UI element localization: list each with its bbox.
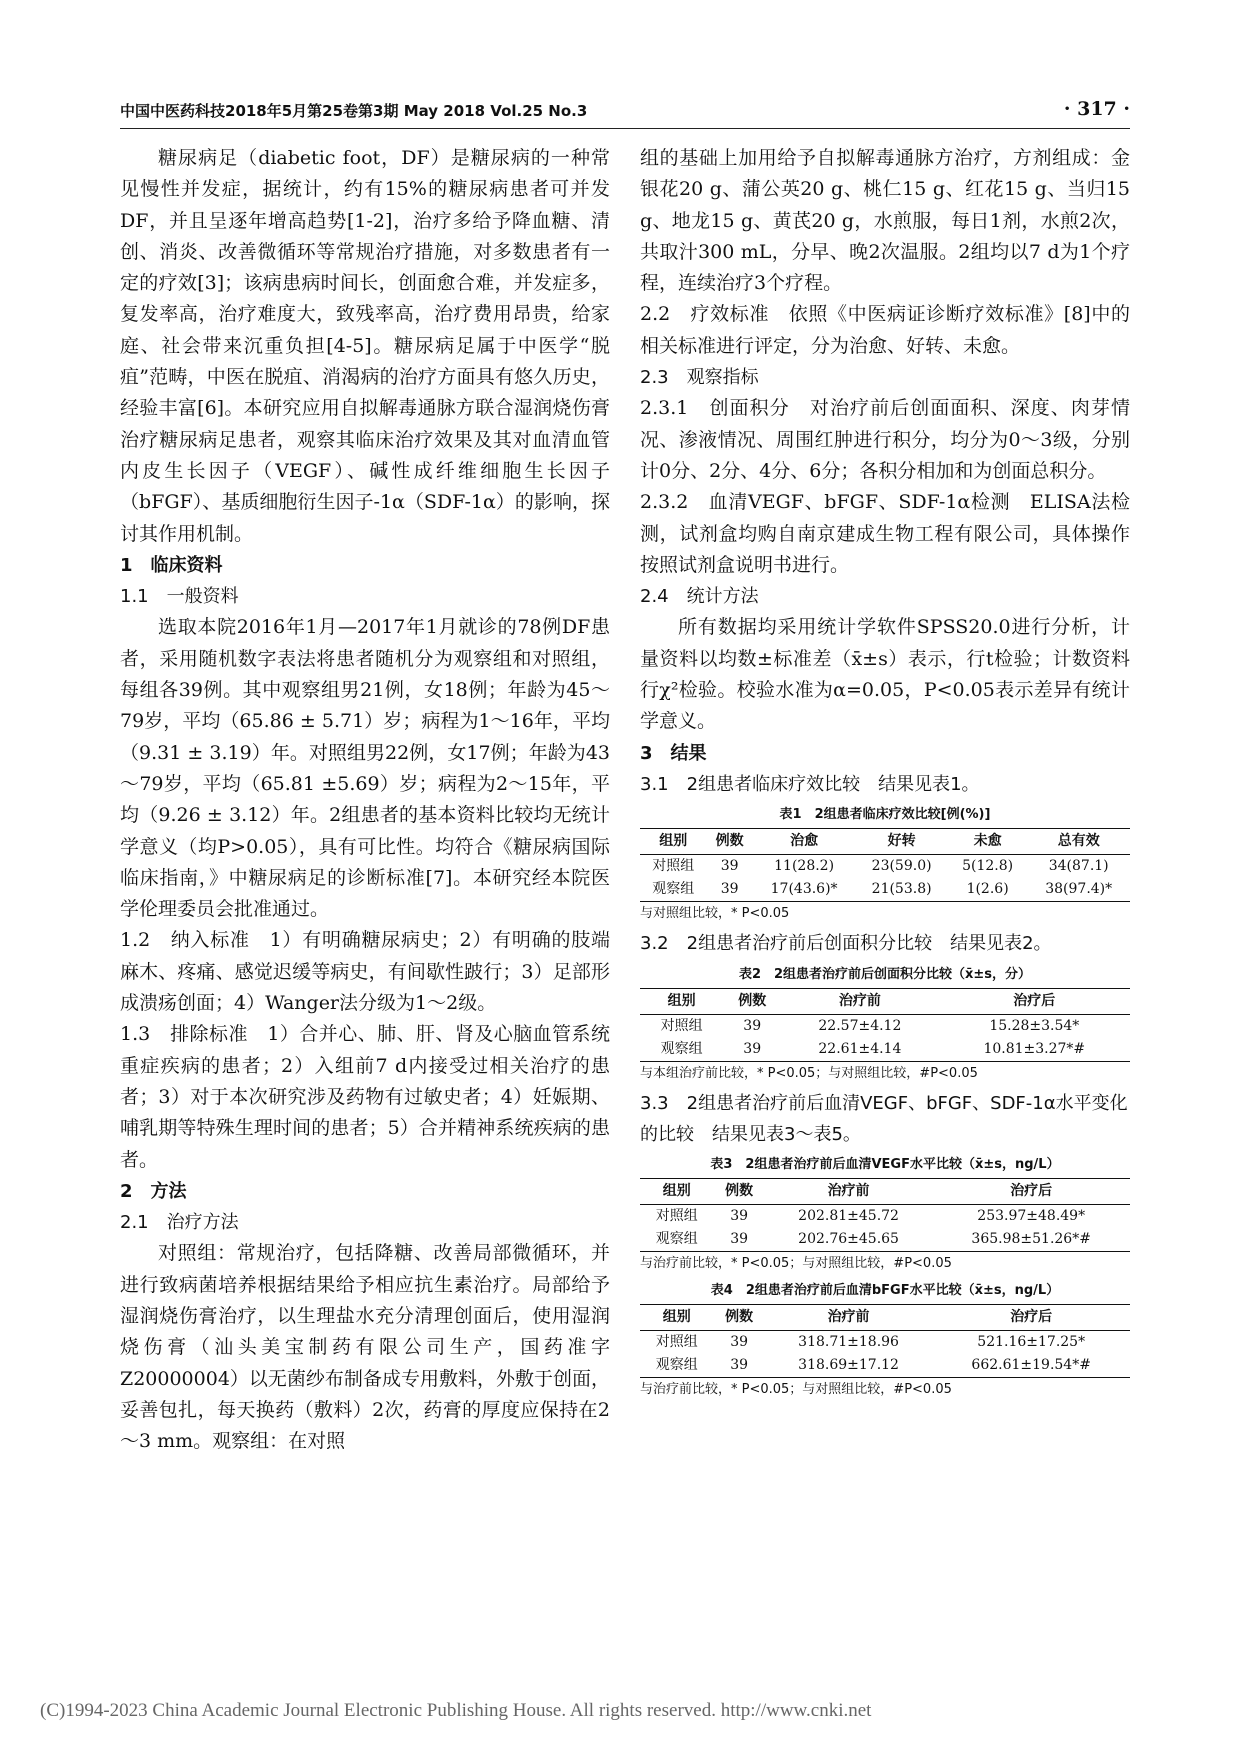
table-header-row <box>640 1305 1130 1331</box>
table-row <box>640 855 1130 879</box>
table-cell: 365.98±51.26*# <box>932 1228 1130 1252</box>
column-header: 治疗前 <box>765 1305 933 1331</box>
table-row <box>640 878 1130 902</box>
table-cell: 23(59.0) <box>871 858 932 875</box>
table-cell: 对照组 <box>660 1017 703 1034</box>
paragraph: 2.3.1 创面积分 对治疗前后创面面积、深度、肉芽情况、渗液情况、周围红肿进行积分，均分为0～3级，分别计0分、2分、4分、6分；各积分相加和为创面总积分。 <box>640 397 1130 482</box>
table-note: 与本组治疗前比较，* P<0.05；与对照组比较，#P<0.05 <box>640 1065 978 1081</box>
table-cell: 观察组 <box>640 1228 714 1252</box>
table-note: 与治疗前比较，* P<0.05；与对照组比较，#P<0.05 <box>640 1382 952 1398</box>
running-header <box>120 94 1130 129</box>
column-header: 好转 <box>855 829 947 855</box>
subsection-heading: 3.1 2组患者临床疗效比较 结果见表1。 <box>640 773 980 795</box>
table-caption: 表1 2组患者临床疗效比较[例(%)] <box>779 807 991 823</box>
table-cell: 对照组 <box>655 1334 698 1351</box>
copyright-footer: (C)1994-2023 China Academic Journal Electronic Publishing House. All rights reserved. http://www.cnki.net <box>40 1700 872 1721</box>
table-cell: 39 <box>730 1208 749 1225</box>
table-header-row <box>640 1179 1130 1205</box>
column-header: 例数 <box>714 1305 765 1331</box>
table-cell: 39 <box>730 1334 749 1351</box>
column-header: 组别 <box>640 1179 714 1205</box>
column-header: 治愈 <box>753 829 856 855</box>
section-heading: 1 临床资料 <box>120 554 223 576</box>
paragraph: 糖尿病足（diabetic foot，DF）是糖尿病的一种常见慢性并发症，据统计，约有15%的糖尿病患者可并发DF，并且呈逐年增高趋势[1-2]，治疗多给予降血糖、清创、消炎、改善微循环等常规治疗措施，对多数患者有一定的疗效[3]；该病患病时间长，创面愈合难，并发症多，复发率高，治疗难度大，致残率高，治疗费用昂贵，给家庭、社会带来沉重负担[4-5]。糖尿病足属于中医学“脱疽”范畴，中医在脱疽、消渴病的治疗方面具有悠久历史，经验丰富[6]。本研究应用自拟解毒通脉方联合湿润烧伤膏治疗糖尿病足患者，观察其临床治疗效果及其对血清血管内皮生长因子（VEGF）、碱性成纤维细胞生长因子（bFGF）、基质细胞衍生因子-1α（SDF-1α）的影响，探讨其作用机制。 <box>120 147 610 545</box>
table-cell: 观察组 <box>640 1038 723 1062</box>
table-cell: 11(28.2) <box>774 858 835 875</box>
data-table <box>640 1304 1130 1378</box>
subsection-heading: 2.1 治疗方法 <box>120 1212 239 1234</box>
table-cell: 对照组 <box>652 858 695 875</box>
column-header: 治疗后 <box>932 1179 1130 1205</box>
right-column <box>640 143 1130 1404</box>
table-cell: 22.57±4.12 <box>818 1017 902 1034</box>
column-header: 组别 <box>640 829 707 855</box>
paragraph: 2.3.2 血清VEGF、bFGF、SDF-1α检测 ELISA法检测，试剂盒均购自南京建成生物工程有限公司，具体操作按照试剂盒说明书进行。 <box>640 491 1130 576</box>
table-cell: 10.81±3.27*# <box>939 1038 1130 1062</box>
column-header: 治疗后 <box>932 1305 1130 1331</box>
table-cell: 22.61±4.14 <box>781 1038 938 1062</box>
paragraph: 组的基础上加用给予自拟解毒通脉方治疗，方剂组成：金银花20 g、蒲公英20 g、桃仁15 g、红花15 g、当归15 g、地龙15 g、黄芪20 g，水煎服，每日1剂，水煎2次，共取汁300 mL，分早、晚2次温服。2组均以7 d为1个疗程，连续治疗3个疗程。 <box>640 147 1130 295</box>
paragraph: 选取本院2016年1月—2017年1月就诊的78例DF患者，采用随机数字表法将患者随机分为观察组和对照组，每组各39例。其中观察组男21例，女18例；年龄为45～79岁，平均（65.86 ± 5.71）岁；病程为1～16年，平均（9.31 ± 3.19）年。对照组男22例，女17例；年龄为43～79岁，平均（65.81 ±5.69）岁；病程为2～15年，平均（9.26 ± 3.12）年。2组患者的基本资料比较均无统计学意义（均P>0.05），具有可比性。均符合《糖尿病国际临床指南，》中糖尿病足的诊断标准[7]。本研究经本院医学伦理委员会批准通过。 <box>120 616 610 921</box>
table-row <box>640 1038 1130 1062</box>
column-header: 例数 <box>714 1179 765 1205</box>
table-cell: 39 <box>720 858 739 875</box>
table-row <box>640 1205 1130 1229</box>
table-cell: 39 <box>743 1017 762 1034</box>
column-header: 组别 <box>640 1305 714 1331</box>
table-cell: 观察组 <box>640 1354 714 1378</box>
table-header-row <box>640 988 1130 1014</box>
table-note: 与治疗前比较，* P<0.05；与对照组比较，#P<0.05 <box>640 1256 952 1272</box>
table-cell: 34(87.1) <box>1048 858 1109 875</box>
subsection-heading: 1.1 一般资料 <box>120 586 239 608</box>
table-caption: 表3 2组患者治疗前后血清VEGF水平比较（x̄±s，ng/L） <box>710 1157 1060 1173</box>
data-table <box>640 1178 1130 1252</box>
left-column <box>120 143 610 1457</box>
table-row <box>640 1354 1130 1378</box>
table-cell: 318.71±18.96 <box>798 1334 899 1351</box>
table-cell: 318.69±17.12 <box>765 1354 933 1378</box>
page-number: · 317 · <box>1063 98 1130 120</box>
paragraph: 对照组：常规治疗，包括降糖、改善局部微循环，并进行致病菌培养根据结果给予相应抗生素治疗。局部给予湿润烧伤膏治疗，以生理盐水充分清理创面后，使用湿润烧伤膏（汕头美宝制药有限公司生产，国药准字Z20000004）以无菌纱布制备成专用敷料，外敷于创面，妥善包扎，每天换药（敷料）2次，药膏的厚度应保持在2～3 mm。观察组：在对照 <box>120 1242 610 1453</box>
column-header: 未愈 <box>948 829 1028 855</box>
column-header: 总有效 <box>1027 829 1130 855</box>
table-cell: 21(53.8) <box>855 878 947 902</box>
subsection-heading: 2.4 统计方法 <box>640 586 759 608</box>
section-heading: 2 方法 <box>120 1180 187 1202</box>
table-caption: 表4 2组患者治疗前后血清bFGF水平比较（x̄±s，ng/L） <box>710 1283 1060 1299</box>
paragraph: 2.2 疗效标准 依照《中医病证诊断疗效标准》[8]中的相关标准进行评定，分为治愈、好转、未愈。 <box>640 303 1130 357</box>
table-cell: 39 <box>723 1038 781 1062</box>
table-cell: 39 <box>714 1228 765 1252</box>
table-cell: 17(43.6)* <box>753 878 856 902</box>
table-cell: 1(2.6) <box>948 878 1028 902</box>
column-header: 治疗前 <box>781 988 938 1014</box>
table-cell: 253.97±48.49* <box>977 1208 1086 1225</box>
paragraph: 1.3 排除标准 1）合并心、肺、肝、肾及心脑血管系统重症疾病的患者；2）入组前7 d内接受过相关治疗的患者；3）对于本次研究涉及药物有过敏史者；4）妊娠期、哺乳期等特殊生理时间的患者；5）合并精神系统疾病的患者。 <box>120 1023 610 1171</box>
subsection-heading: 3.3 2组患者治疗前后血清VEGF、bFGF、SDF-1α水平变化的比较 结果见表3～表5。 <box>640 1092 1128 1145</box>
section-heading: 3 结果 <box>640 742 707 764</box>
table-cell: 521.16±17.25* <box>977 1334 1086 1351</box>
table-note: 与对照组比较，* P<0.05 <box>640 906 790 922</box>
journal-info: 中国中医药科技2018年5月第25卷第3期 May 2018 Vol.25 No.3 <box>120 102 588 120</box>
table-cell: 15.28±3.54* <box>989 1017 1080 1034</box>
subsection-heading: 2.3 观察指标 <box>640 367 759 389</box>
table-row <box>640 1331 1130 1355</box>
table-cell: 38(97.4)* <box>1027 878 1130 902</box>
table-cell: 39 <box>714 1354 765 1378</box>
column-header: 治疗前 <box>765 1179 933 1205</box>
column-header: 例数 <box>707 829 753 855</box>
table-caption: 表2 2组患者治疗前后创面积分比较（x̄±s，分） <box>738 966 1032 982</box>
table-cell: 5(12.8) <box>962 858 1014 875</box>
table-cell: 观察组 <box>640 878 707 902</box>
subsection-heading: 3.2 2组患者治疗前后创面积分比较 结果见表2。 <box>640 933 1052 955</box>
table-cell: 对照组 <box>655 1208 698 1225</box>
column-header: 组别 <box>640 988 723 1014</box>
table-cell: 202.81±45.72 <box>798 1208 899 1225</box>
table-row <box>640 1228 1130 1252</box>
paragraph: 1.2 纳入标准 1）有明确糖尿病史；2）有明确的肢端麻木、疼痛、感觉迟缓等病史，有间歇性跛行；3）足部形成溃疡创面；4）Wanger法分级为1～2级。 <box>120 929 610 1015</box>
table-row <box>640 1014 1130 1038</box>
data-table <box>640 828 1130 902</box>
table-cell: 202.76±45.65 <box>765 1228 933 1252</box>
data-table <box>640 988 1130 1062</box>
column-header: 治疗后 <box>939 988 1130 1014</box>
table-header-row <box>640 829 1130 855</box>
column-header: 例数 <box>723 988 781 1014</box>
paragraph: 所有数据均采用统计学软件SPSS20.0进行分析，计量资料以均数±标准差（x̄±s）表示，行t检验；计数资料行χ²检验。校验水准为α=0.05，P<0.05表示差异有统计学意义。 <box>640 616 1130 733</box>
table-cell: 39 <box>707 878 753 902</box>
table-cell: 662.61±19.54*# <box>932 1354 1130 1378</box>
